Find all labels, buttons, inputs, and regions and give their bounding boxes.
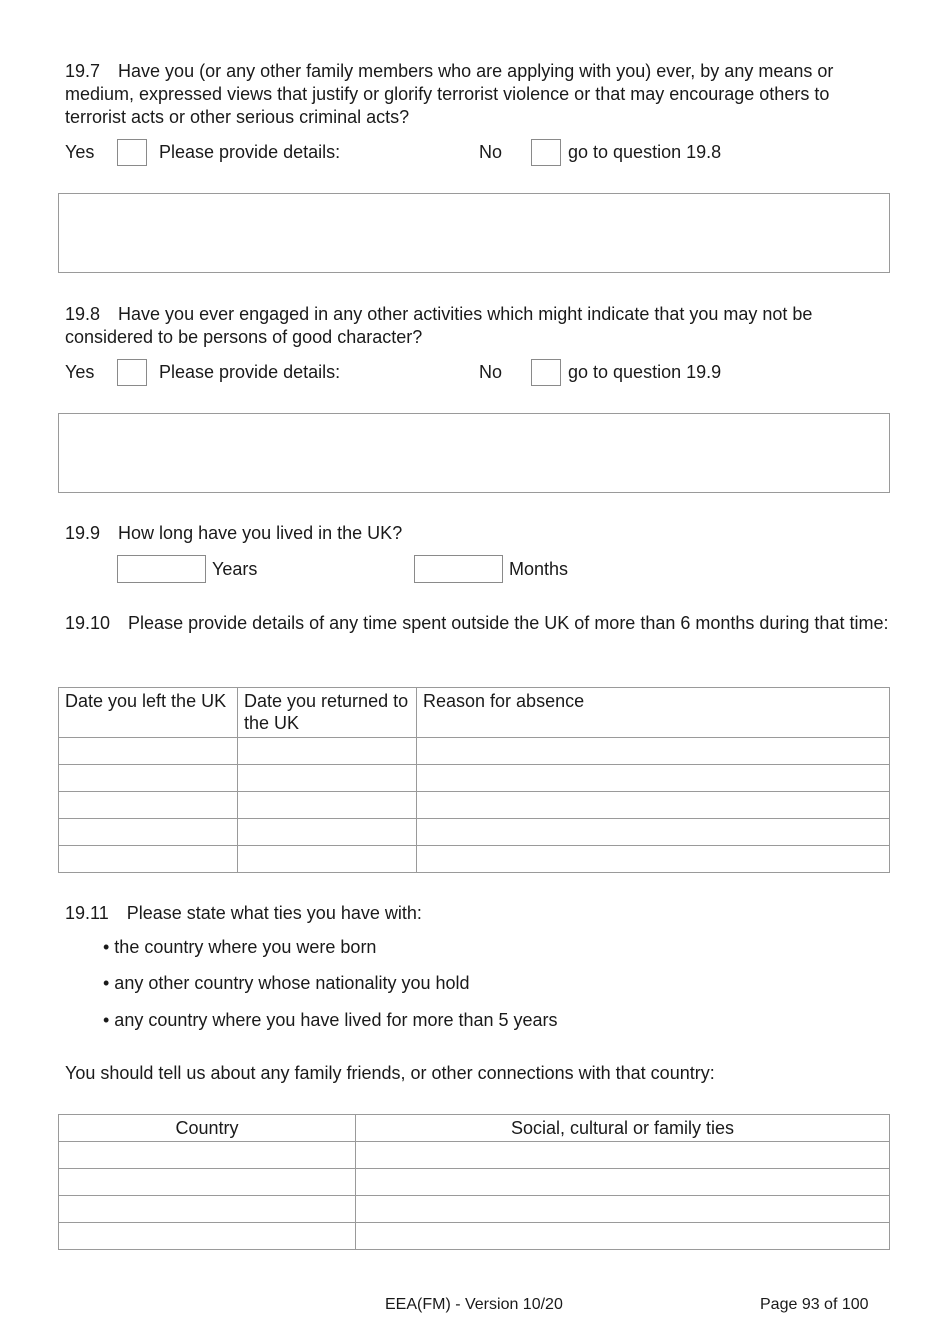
table-cell[interactable] xyxy=(417,738,890,765)
q19-8-yes-checkbox[interactable] xyxy=(117,359,147,386)
table-cell[interactable] xyxy=(417,765,890,792)
ties-bullet: • any other country whose nationality you hold xyxy=(103,973,470,993)
years-label: Years xyxy=(212,559,258,579)
table-row xyxy=(59,738,890,765)
months-input[interactable] xyxy=(414,555,503,583)
absence-table xyxy=(58,687,890,873)
months-label: Months xyxy=(509,559,569,579)
absence-col-date-returned: Date you returned to the UK xyxy=(238,688,417,738)
table-row xyxy=(59,1142,890,1169)
table-cell[interactable] xyxy=(59,1196,356,1223)
table-cell[interactable] xyxy=(59,819,238,846)
question-19-7-text: 19.7 Have you (or any other family members who are applying with you) ever, by any means or medium, expressed views that justify or glorify terrorist violence or that may encourage others to terrorist acts or other serious criminal acts? xyxy=(65,61,834,127)
table-cell[interactable] xyxy=(417,819,890,846)
table-cell[interactable] xyxy=(59,1169,356,1196)
q19-7-no-label: No xyxy=(479,142,503,162)
table-cell[interactable] xyxy=(417,792,890,819)
table-cell[interactable] xyxy=(356,1169,890,1196)
table-cell[interactable] xyxy=(59,1142,356,1169)
years-input[interactable] xyxy=(117,555,206,583)
question-19-9-text: 19.9 How long have you lived in the UK? xyxy=(65,523,403,543)
table-cell[interactable] xyxy=(356,1196,890,1223)
ties-bullet: • the country where you were born xyxy=(103,937,377,957)
footer-version: EEA(FM) - Version 10/20 xyxy=(385,1296,563,1313)
table-cell[interactable] xyxy=(238,792,417,819)
ties-col-country: Country xyxy=(59,1115,356,1142)
table-cell[interactable] xyxy=(59,765,238,792)
q19-7-details-field[interactable] xyxy=(58,193,890,273)
table-cell[interactable] xyxy=(356,1223,890,1250)
footer-page-number: Page 93 of 100 xyxy=(760,1296,869,1313)
q19-8-no-label: No xyxy=(479,362,503,382)
ties-table xyxy=(58,1114,890,1250)
table-row xyxy=(59,819,890,846)
table-row xyxy=(59,1223,890,1250)
table-row xyxy=(59,765,890,792)
table-row xyxy=(59,1196,890,1223)
table-cell[interactable] xyxy=(59,846,238,873)
table-cell[interactable] xyxy=(238,846,417,873)
table-row xyxy=(59,792,890,819)
ties-instruction: You should tell us about any family friends, or other connections with that country: xyxy=(65,1063,715,1083)
table-cell[interactable] xyxy=(238,765,417,792)
table-cell[interactable] xyxy=(238,819,417,846)
table-cell[interactable] xyxy=(356,1142,890,1169)
question-19-10-text: 19.10 Please provide details of any time spent outside the UK of more than 6 months during that time: xyxy=(65,613,889,633)
q19-7-yes-label: Yes xyxy=(65,142,95,162)
q19-8-no-checkbox[interactable] xyxy=(531,359,561,386)
q19-7-yes-checkbox[interactable] xyxy=(117,139,147,166)
table-cell[interactable] xyxy=(59,1223,356,1250)
q19-7-yes-details-label: Please provide details: xyxy=(159,142,341,162)
absence-col-reason: Reason for absence xyxy=(417,688,890,738)
q19-8-details-field[interactable] xyxy=(58,413,890,493)
question-19-11-text: 19.11 Please state what ties you have with: xyxy=(65,903,422,923)
q19-8-yes-details-label: Please provide details: xyxy=(159,362,341,382)
question-19-8-text: 19.8 Have you ever engaged in any other activities which might indicate that you may not be considered to be persons of good character? xyxy=(65,304,813,347)
q19-8-no-goto: go to question 19.9 xyxy=(568,362,722,382)
ties-bullet: • any country where you have lived for more than 5 years xyxy=(103,1010,558,1030)
table-row xyxy=(59,1169,890,1196)
q19-8-yes-label: Yes xyxy=(65,362,95,382)
table-cell[interactable] xyxy=(59,792,238,819)
table-cell[interactable] xyxy=(238,738,417,765)
table-cell[interactable] xyxy=(59,738,238,765)
table-row xyxy=(59,846,890,873)
absence-col-date-left: Date you left the UK xyxy=(59,688,238,738)
ties-col-ties: Social, cultural or family ties xyxy=(356,1115,890,1142)
q19-7-no-checkbox[interactable] xyxy=(531,139,561,166)
table-cell[interactable] xyxy=(417,846,890,873)
q19-7-no-goto: go to question 19.8 xyxy=(568,142,722,162)
